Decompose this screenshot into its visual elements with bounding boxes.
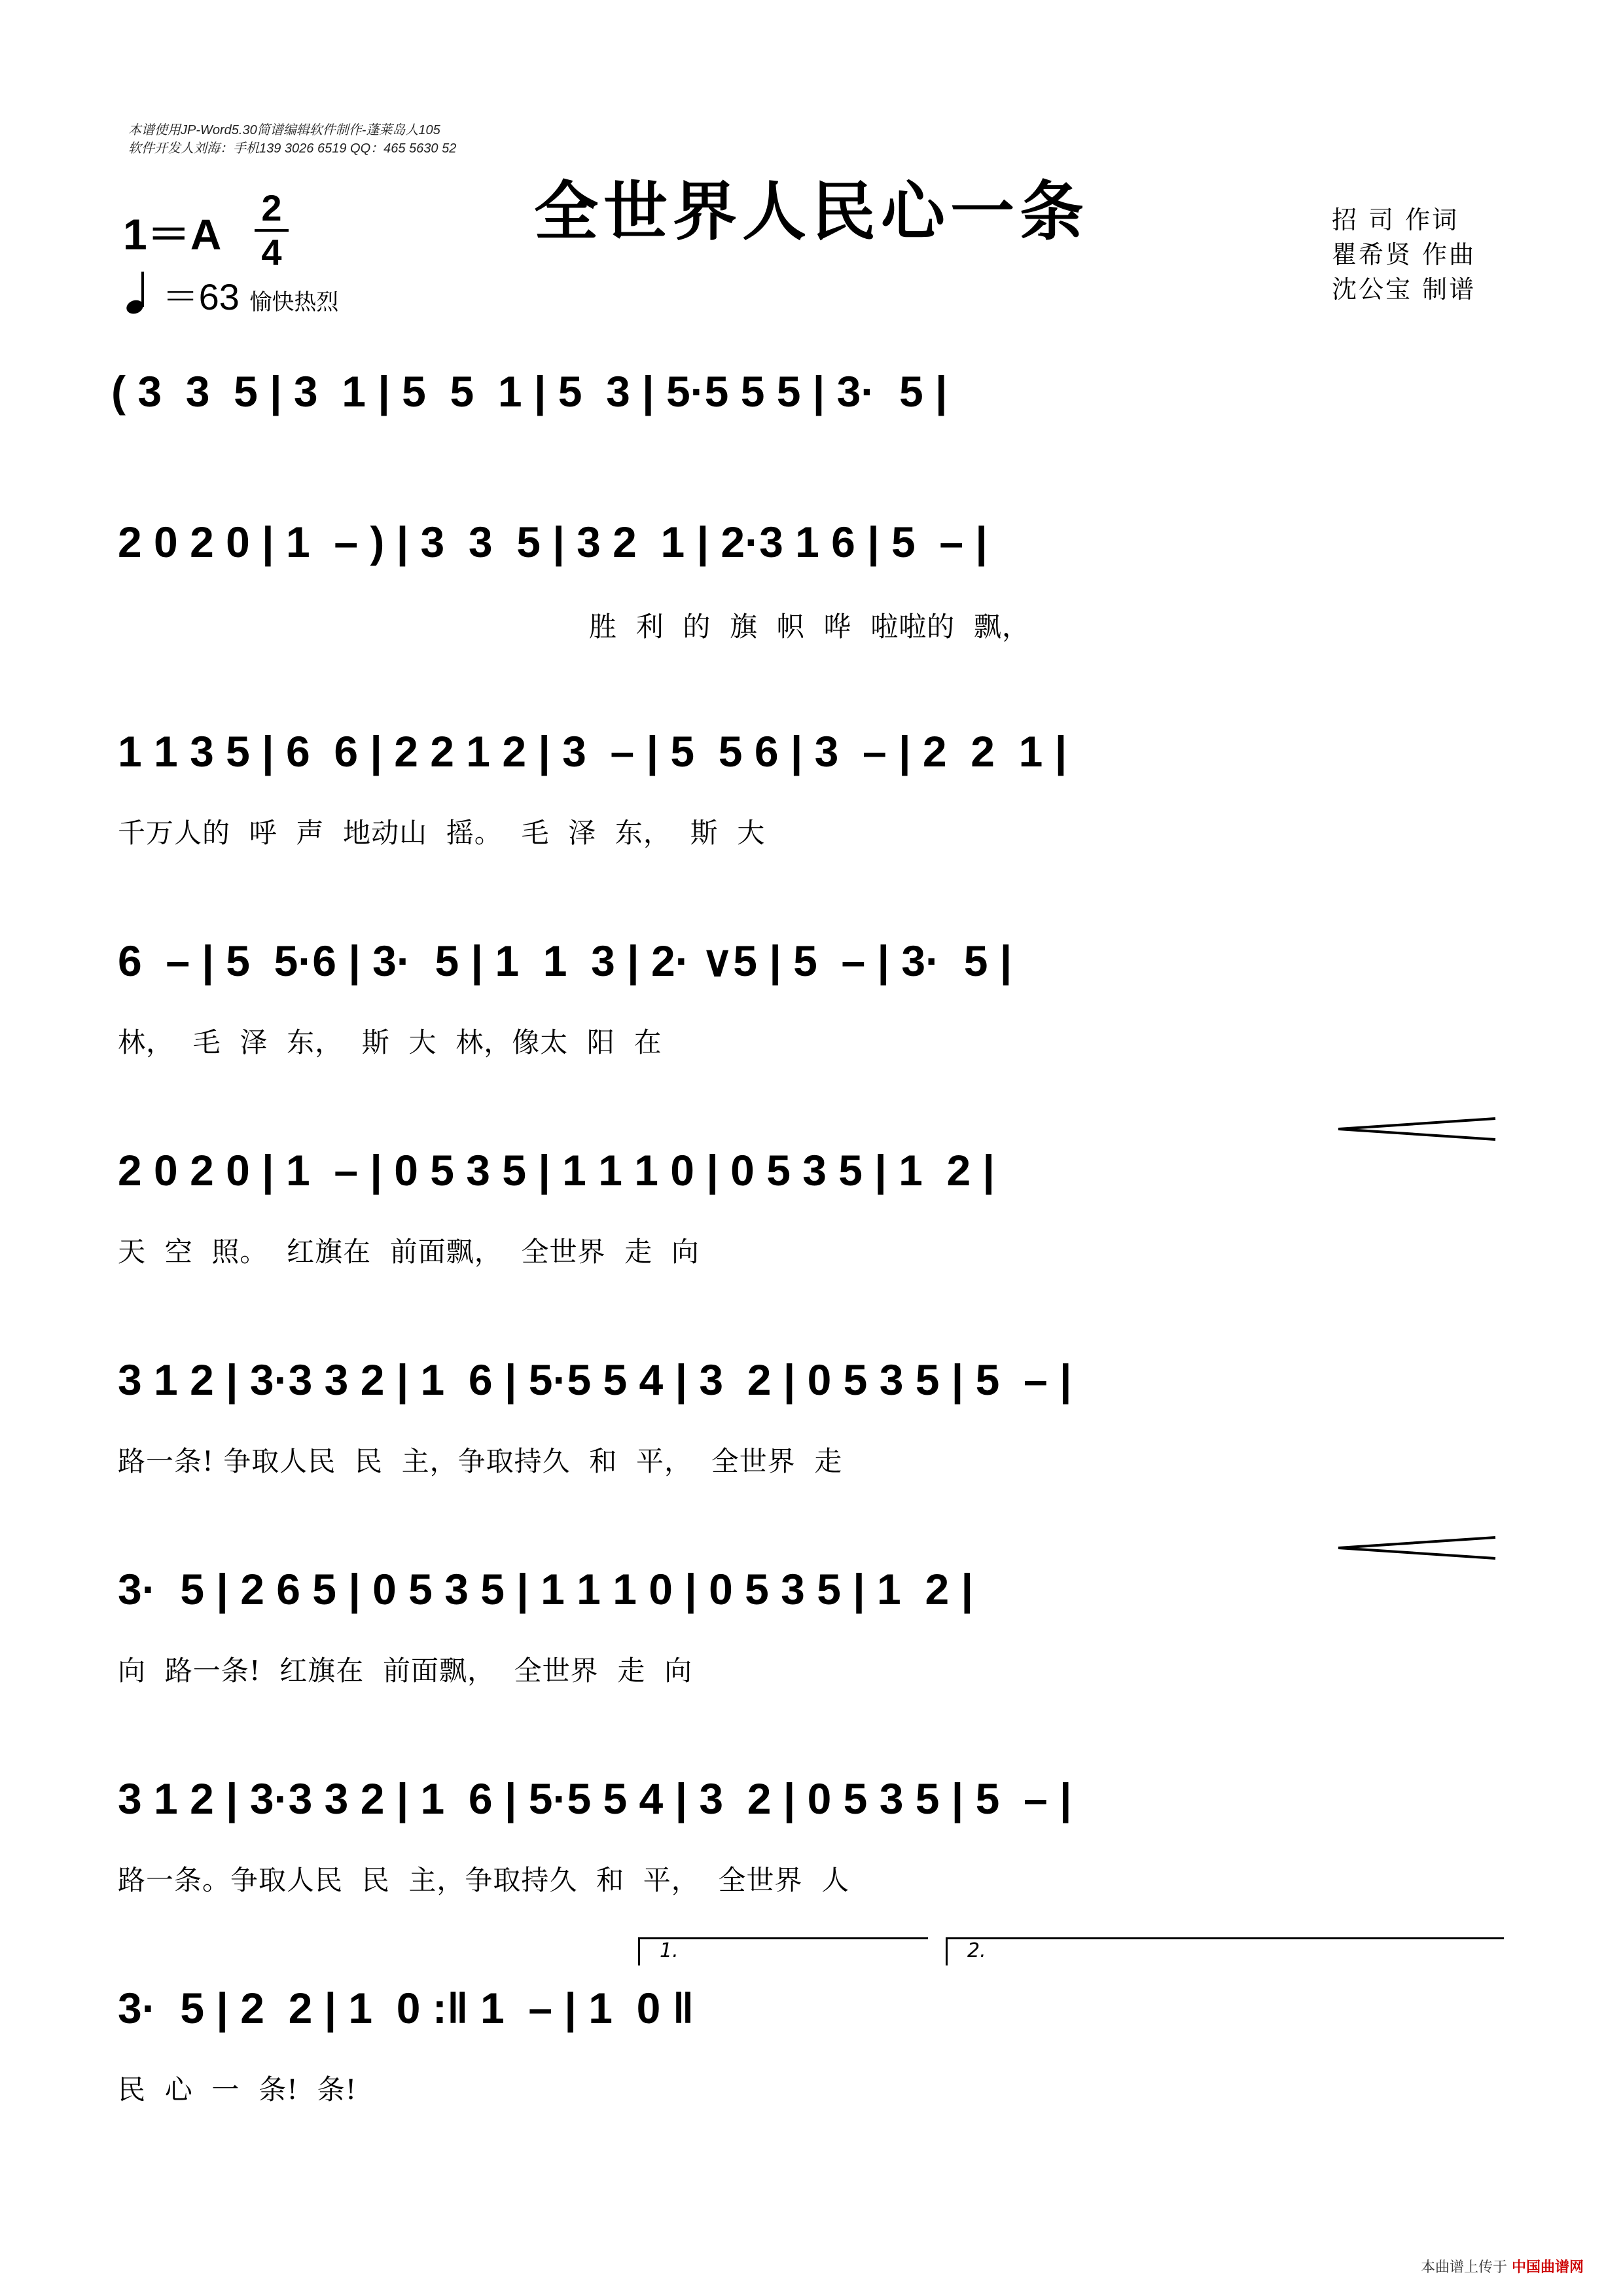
score-row-2: [0, 517, 1623, 713]
notation-line: 2 0 2 0 | 1 – ) | 3 3 5 | 3 2 1 | 2·3 1 6 | 5 – |: [118, 518, 988, 566]
score-row-3: [0, 726, 1623, 923]
volta-bracket-1: [638, 1937, 928, 1965]
site-logo: 中国曲谱网: [1511, 2259, 1584, 2276]
upload-footer: [1421, 2256, 1584, 2276]
transcriber-credit: 沈公宝 制谱: [1332, 275, 1476, 304]
volta-bracket-2: [946, 1937, 1504, 1965]
score-row-6: [0, 1355, 1623, 1551]
lyric-line: 路一条。争取人民 民 主，争取持久 和 平， 全世界 人: [118, 1864, 850, 1896]
time-signature: [252, 187, 291, 273]
notation-line: 3· 5 | 2 6 5 | 0 5 3 5 | 1 1 1 0 | 0 5 3 5 | 1 2 |: [118, 1565, 973, 1613]
score-row-7: [0, 1564, 1623, 1761]
notation-line: 2 0 2 0 | 1 – | 0 5 3 5 | 1 1 1 0 | 0 5 3 5 | 1 2 |: [118, 1146, 995, 1194]
volta-1-label: 1.: [660, 1939, 679, 1962]
notation-line: 3 1 2 | 3·3 3 2 | 1 6 | 5·5 5 4 | 3 2 | 0 5 3 5 | 5 – |: [118, 1774, 1072, 1823]
score-row-9: [0, 1939, 1623, 2179]
lyric-line: 天 空 照。 红旗在 前面飘， 全世界 走 向: [118, 1236, 700, 1268]
time-signature-bottom: 4: [261, 232, 282, 273]
lyric-line: 民 心 一 条! 条!: [118, 2073, 357, 2106]
lyric-line: 千万人的 呼 声 地动山 摇。 毛 泽 东， 斯 大: [118, 817, 766, 849]
software-credit-line1: 本谱使用JP-Word5.30简谱编辑软件制作-蓬莱岛人105: [128, 123, 440, 137]
crescendo-hairpin: [1335, 1535, 1499, 1561]
notation-line: ( 3 3 5 | 3 1 | 5 5 1 | 5 3 | 5·5 5 5 | 3· 5 |: [111, 367, 948, 416]
song-title: 全世界人民心一条: [533, 174, 1089, 249]
volta-2-label: 2.: [967, 1939, 986, 1962]
lyric-line: 向 路一条! 红旗在 前面飘， 全世界 走 向: [118, 1655, 693, 1687]
software-credit-line2: 软件开发人刘海：手机139 3026 6519 QQ：465 5630 52: [128, 141, 457, 156]
time-signature-top: 2: [261, 187, 282, 228]
crescendo-hairpin: [1335, 1116, 1499, 1142]
tempo-marking: [126, 268, 338, 321]
lyric-line: 胜 利 的 旗 帜 哗 啦啦的 飘，: [589, 611, 1030, 643]
tempo-bpm: ＝63: [162, 276, 240, 317]
notation-line: 6 – | 5 5·6 | 3· 5 | 1 1 3 | 2· ∨5 | 5 – | 3· 5 |: [118, 937, 1012, 985]
notation-line: 3· 5 | 2 2 | 1 0 :‖ 1 – | 1 0 ‖: [118, 1984, 694, 2032]
quarter-note-icon: [126, 270, 152, 316]
lyric-line: 路一条! 争取人民 民 主，争取持久 和 平， 全世界 走: [118, 1445, 843, 1477]
lyric-line: 林， 毛 泽 东， 斯 大 林，像太 阳 在: [118, 1026, 662, 1058]
score-row-4: [0, 936, 1623, 1132]
composer-credit: 瞿希贤 作曲: [1332, 240, 1476, 269]
lyricist-credit: 招 司 作词: [1332, 206, 1459, 234]
key-signature: 1＝A: [123, 210, 222, 259]
footer-text: 本曲谱上传于: [1420, 2259, 1507, 2276]
notation-line: 1 1 3 5 | 6 6 | 2 2 1 2 | 3 – | 5 5 6 | 3 – | 2 2 1 |: [118, 727, 1067, 776]
score-row-5: [0, 1145, 1623, 1342]
tempo-expression: 愉快热烈: [249, 289, 339, 315]
notation-line: 3 1 2 | 3·3 3 2 | 1 6 | 5·5 5 4 | 3 2 | 0 5 3 5 | 5 – |: [118, 1355, 1072, 1404]
